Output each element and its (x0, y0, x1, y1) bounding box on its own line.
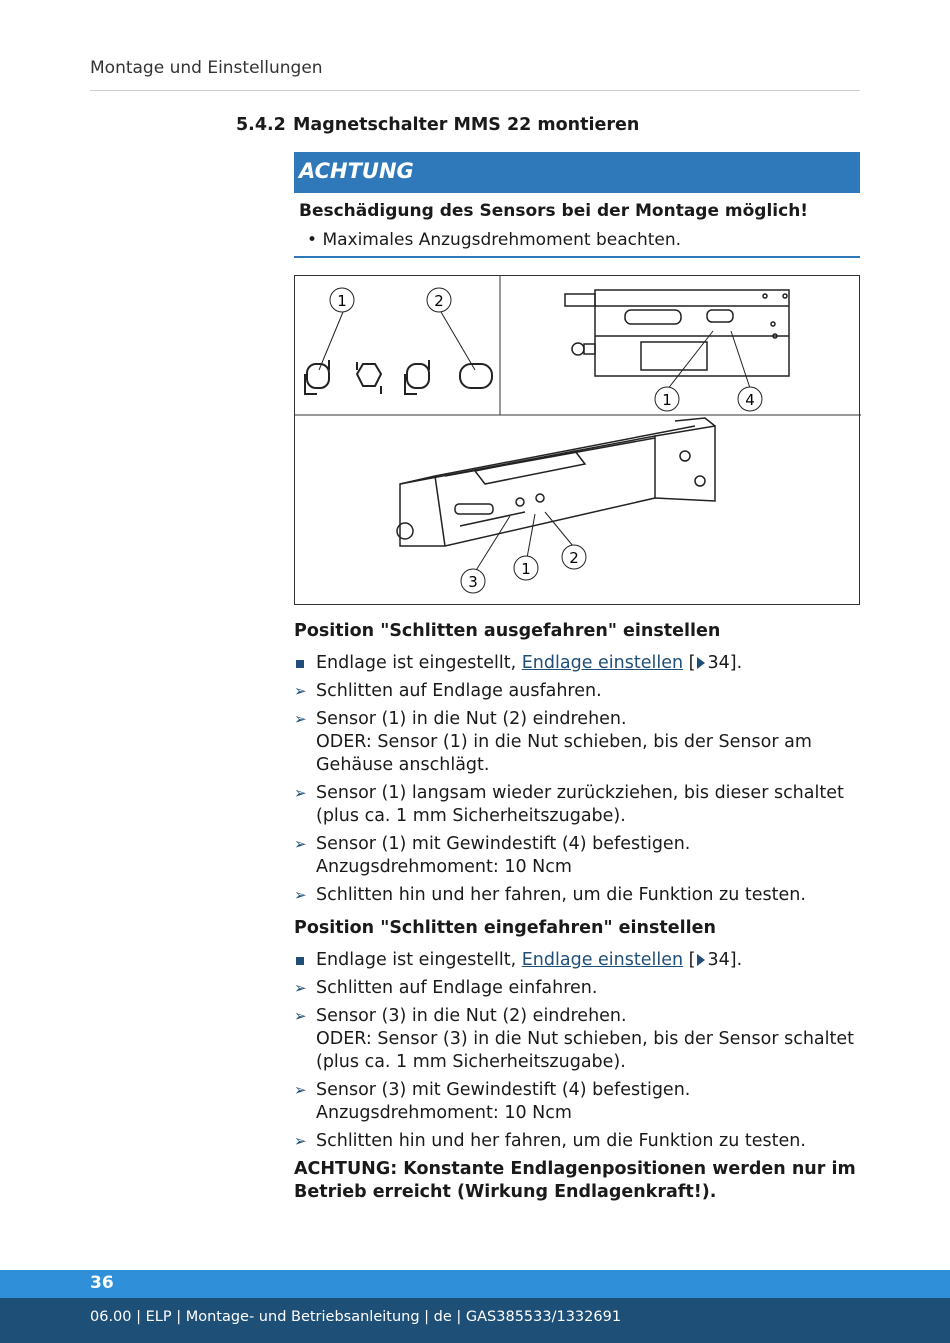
callout-top-right-1-label: 1 (662, 391, 672, 409)
step-item: ➢ Sensor (3) in die Nut (2) eindrehen. ODER: Sensor (3) in die Nut schieben, bis der Sensor schaltet (plus ca. 1 mm Sicherheitszugabe). (294, 1006, 854, 1072)
square-bullet-icon (294, 949, 304, 972)
endlage-einstellen-link[interactable]: Endlage einstellen (521, 653, 684, 673)
sensor-sections-drawing (305, 360, 492, 394)
arrow-bullet-icon: ➢ (294, 710, 307, 728)
callout-top-left-2-label: 2 (434, 292, 444, 310)
step-item: ➢ Schlitten auf Endlage ausfahren. (294, 681, 602, 701)
arrow-bullet-icon: ➢ (294, 979, 307, 997)
endlage-einstellen-link[interactable]: Endlage einstellen (521, 950, 684, 970)
callout-top-right-1 (655, 387, 679, 411)
warning-heading: Beschädigung des Sensors bei der Montage möglich! (299, 201, 809, 221)
step-item: ➢ Sensor (3) mit Gewindestift (4) befestigen. Anzugsdrehmoment: 10 Ncm (294, 1080, 691, 1123)
callout-top-left-1 (330, 288, 354, 312)
ref-open: [ (688, 653, 696, 673)
ref-close: ]. (729, 950, 743, 970)
block1-precondition (294, 652, 860, 675)
callout-bottom-1 (514, 556, 538, 580)
actuator-side-view-drawing (565, 290, 789, 376)
arrow-bullet-icon: ➢ (294, 1007, 307, 1025)
section-heading (236, 115, 639, 135)
warning-divider (294, 256, 860, 258)
header-divider (90, 90, 860, 91)
callout-bottom-3 (461, 569, 485, 593)
callout-bottom-2-label: 2 (569, 549, 579, 567)
ref-open: [ (688, 950, 696, 970)
page-number: 36 (90, 1273, 114, 1293)
callout-top-right-4-label: 4 (745, 391, 755, 409)
figure-drawing (295, 276, 861, 606)
assembly-figure (294, 275, 860, 605)
square-bullet-icon (294, 652, 304, 675)
section-number: 5.4.2 (236, 115, 286, 135)
actuator-isometric-drawing (397, 418, 715, 546)
step-item: ➢ Schlitten hin und her fahren, um die Funktion zu testen. (294, 885, 806, 905)
step-item: ➢ Sensor (1) langsam wieder zurückziehen, bis dieser schaltet (plus ca. 1 mm Sicherheitszugabe). (294, 783, 844, 826)
callout-bottom-2 (562, 545, 586, 569)
step-item: ➢ Schlitten hin und her fahren, um die Funktion zu testen. (294, 1131, 806, 1151)
section-title: Magnetschalter MMS 22 montieren (293, 115, 640, 135)
block1-heading: Position "Schlitten ausgefahren" einstellen (294, 621, 721, 641)
document-info: 06.00 | ELP | Montage- und Betriebsanleitung | de | GAS385533/1332691 (90, 1309, 622, 1325)
callout-top-right-4 (738, 387, 762, 411)
running-header: Montage und Einstellungen (90, 58, 323, 78)
step-item: ➢ Sensor (1) mit Gewindestift (4) befestigen. Anzugsdrehmoment: 10 Ncm (294, 834, 691, 877)
footer-doc-bar (0, 1298, 950, 1343)
precondition-text: Endlage ist eingestellt, (316, 653, 522, 673)
final-warning: ACHTUNG: Konstante Endlagenpositionen werden nur im Betrieb erreicht (Wirkung Endlagenkraft!). (294, 1159, 856, 1202)
page-ref-arrow-icon (697, 954, 705, 966)
warning-item: • Maximales Anzugsdrehmoment beachten. (307, 230, 682, 250)
page-ref-arrow-icon (697, 657, 705, 669)
ref-close: ]. (729, 653, 743, 673)
warning-banner (294, 152, 860, 193)
arrow-bullet-icon: ➢ (294, 1132, 307, 1150)
callout-bottom-1-label: 1 (521, 560, 531, 578)
arrow-bullet-icon: ➢ (294, 784, 307, 802)
block2-heading: Position "Schlitten eingefahren" einstellen (294, 918, 716, 938)
ref-page[interactable]: 34 (707, 950, 730, 970)
arrow-bullet-icon: ➢ (294, 1081, 307, 1099)
arrow-bullet-icon: ➢ (294, 886, 307, 904)
step-item: ➢ Schlitten auf Endlage einfahren. (294, 978, 598, 998)
callout-bottom-3-label: 3 (468, 573, 478, 591)
ref-page[interactable]: 34 (707, 653, 730, 673)
instruction-content (294, 620, 860, 1204)
callout-top-left-2 (427, 288, 451, 312)
block2-precondition (294, 949, 860, 972)
precondition-text: Endlage ist eingestellt, (316, 950, 522, 970)
footer-page-bar (0, 1270, 950, 1298)
step-item: ➢ Sensor (1) in die Nut (2) eindrehen. ODER: Sensor (1) in die Nut schieben, bis der Sensor am Gehäuse anschlägt. (294, 709, 812, 775)
warning-label: ACHTUNG (299, 159, 414, 183)
warning-item-text: Maximales Anzugsdrehmoment beachten. (322, 230, 682, 250)
arrow-bullet-icon: ➢ (294, 835, 307, 853)
arrow-bullet-icon: ➢ (294, 682, 307, 700)
callout-top-left-1-label: 1 (337, 292, 347, 310)
